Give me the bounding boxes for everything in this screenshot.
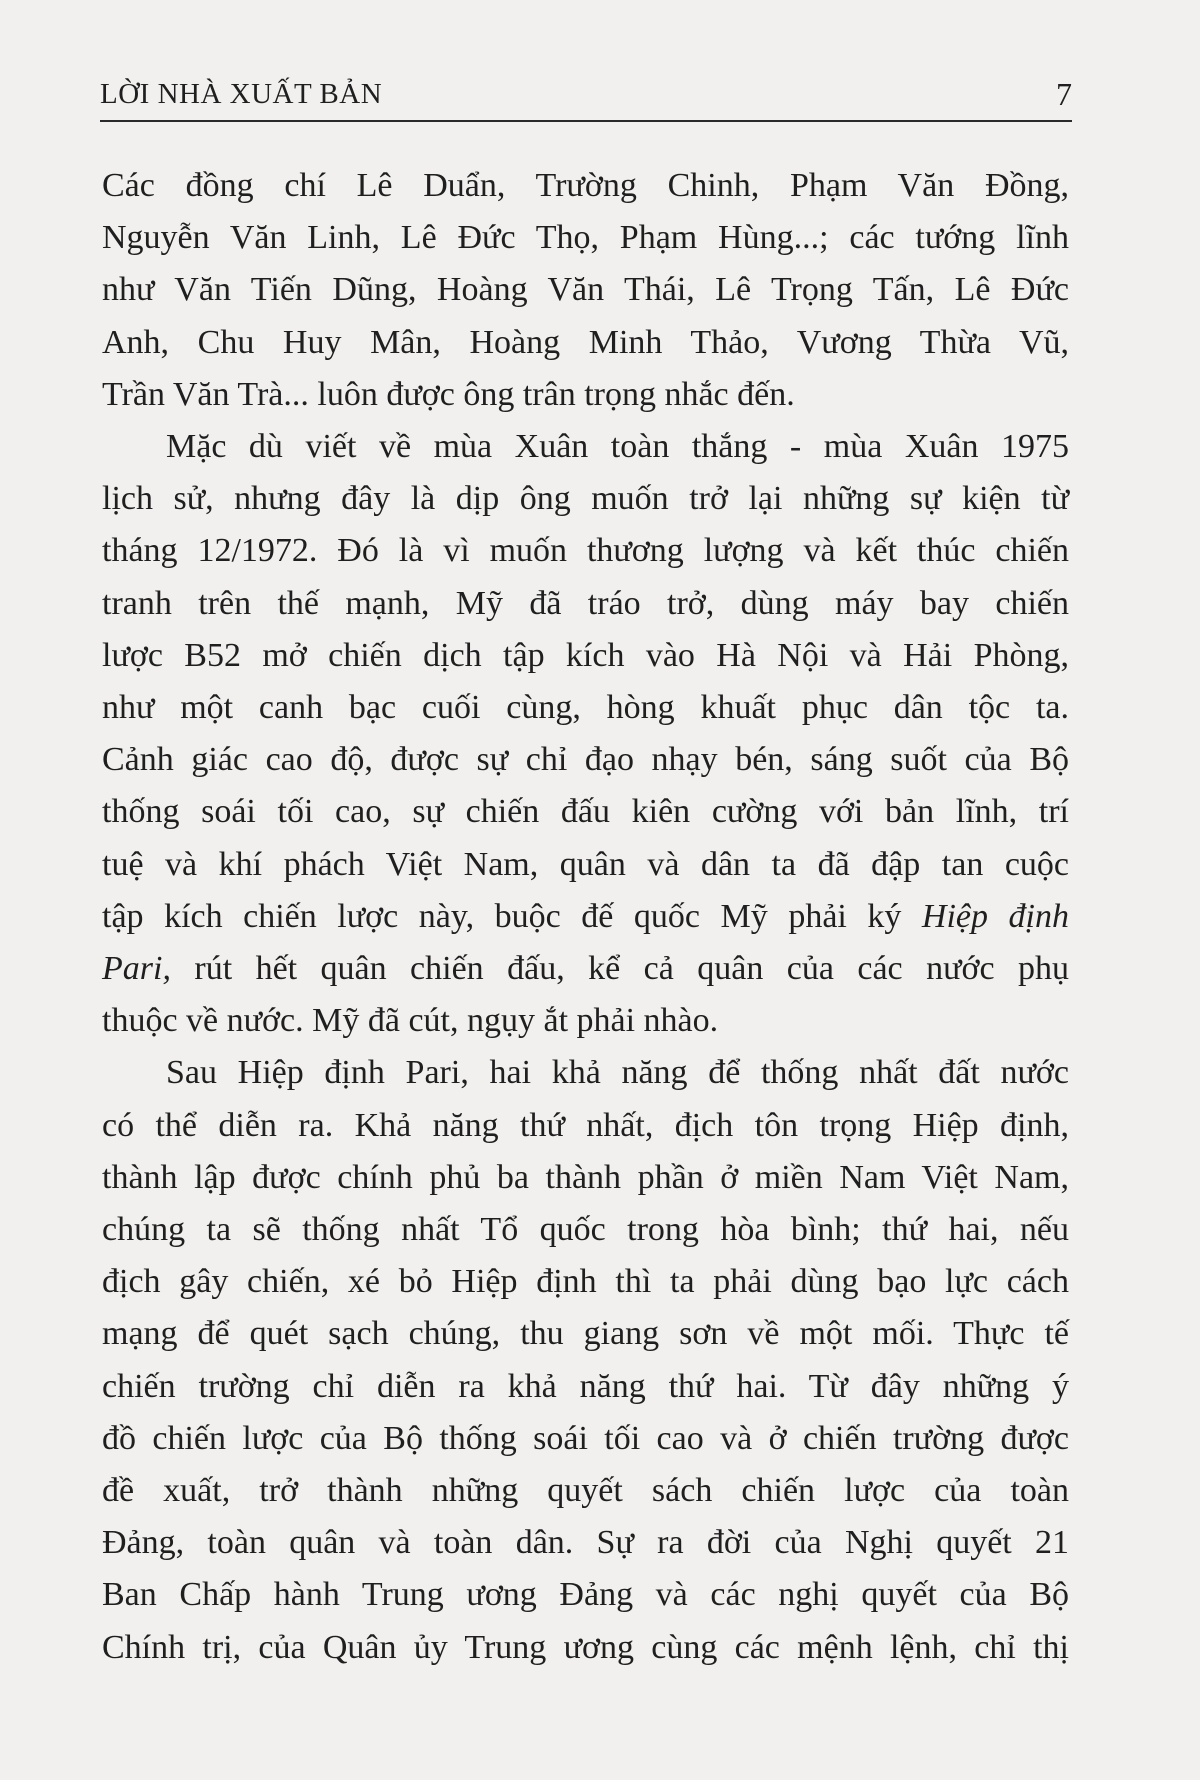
text-line: chiến trường chỉ diễn ra khả năng thứ hai. Từ đây những ý [102,1367,1069,1405]
text-line: chúng ta sẽ thống nhất Tổ quốc trong hòa bình; thứ hai, nếu [102,1211,1069,1249]
text-line: đồ chiến lược của Bộ thống soái tối cao và ở chiến trường được [102,1419,1069,1457]
text-line: Chính trị, của Quân ủy Trung ương cùng các mệnh lệnh, chỉ thị [102,1628,1069,1666]
text-line: Anh, Chu Huy Mân, Hoàng Minh Thảo, Vương Thừa Vũ, [102,323,1069,361]
text-line: Cảnh giác cao độ, được sự chỉ đạo nhạy bén, sáng suốt của Bộ [102,741,1069,779]
text-line: tháng 12/1972. Đó là vì muốn thương lượng và kết thúc chiến [102,532,1069,570]
running-header [100,74,1072,122]
text-line: Đảng, toàn quân và toàn dân. Sự ra đời của Nghị quyết 21 [102,1524,1069,1562]
text-line: Trần Văn Trà... luôn được ông trân trọng nhắc đến. [102,375,795,413]
text-line: lược B52 mở chiến dịch tập kích vào Hà Nội và Hải Phòng, [102,636,1069,674]
text-line: Ban Chấp hành Trung ương Đảng và các nghị quyết của Bộ [102,1576,1069,1614]
text-line: lịch sử, nhưng đây là dịp ông muốn trở lại những sự kiện từ [102,480,1069,518]
text-line: mạng để quét sạch chúng, thu giang sơn về một mối. Thực tế [102,1315,1069,1353]
italic-title: Pari, [102,950,171,988]
text-line: như Văn Tiến Dũng, Hoàng Văn Thái, Lê Trọng Tấn, Lê Đức [102,271,1069,309]
paragraph-2 [102,421,1069,1047]
text-line-with-italic [102,943,1069,995]
text-line: Các đồng chí Lê Duẩn, Trường Chinh, Phạm Văn Đồng, [102,167,1069,204]
paragraph-1 [102,160,1069,421]
line-text: tập kích chiến lược này, buộc đế quốc Mỹ phải ký [102,897,922,935]
text-line: có thể diễn ra. Khả năng thứ nhất, địch tôn trọng Hiệp định, [102,1106,1069,1144]
body-text [102,160,1069,1674]
text-line: đề xuất, trở thành những quyết sách chiến lược của toàn [102,1472,1069,1510]
text-line: thuộc về nước. Mỹ đã cút, ngụy ắt phải nhào. [102,1002,719,1040]
page-number: 7 [1056,76,1072,112]
italic-title: Hiệp định [921,897,1069,935]
text-line: Mặc dù viết về mùa Xuân toàn thắng - mùa Xuân 1975 [166,428,1069,466]
line-text: rút hết quân chiến đấu, kể cả quân của các nước phụ [170,950,1069,988]
text-line: thành lập được chính phủ ba thành phần ở miền Nam Việt Nam, [102,1158,1069,1196]
text-line: địch gây chiến, xé bỏ Hiệp định thì ta phải dùng bạo lực cách [102,1263,1069,1301]
text-line: tuệ và khí phách Việt Nam, quân và dân ta đã đập tan cuộc [102,845,1069,883]
text-line: thống soái tối cao, sự chiến đấu kiên cường với bản lĩnh, trí [102,793,1069,831]
header-title: LỜI NHÀ XUẤT BẢN [100,78,383,110]
text-line-with-italic [102,891,1069,943]
text-line: Nguyễn Văn Linh, Lê Đức Thọ, Phạm Hùng...; các tướng lĩnh [102,219,1069,257]
text-line: tranh trên thế mạnh, Mỹ đã tráo trở, dùng máy bay chiến [102,584,1069,622]
text-line: Sau Hiệp định Pari, hai khả năng để thống nhất đất nước [166,1054,1069,1092]
text-line: như một canh bạc cuối cùng, hòng khuất phục dân tộc ta. [102,689,1069,727]
paragraph-3 [102,1047,1069,1673]
